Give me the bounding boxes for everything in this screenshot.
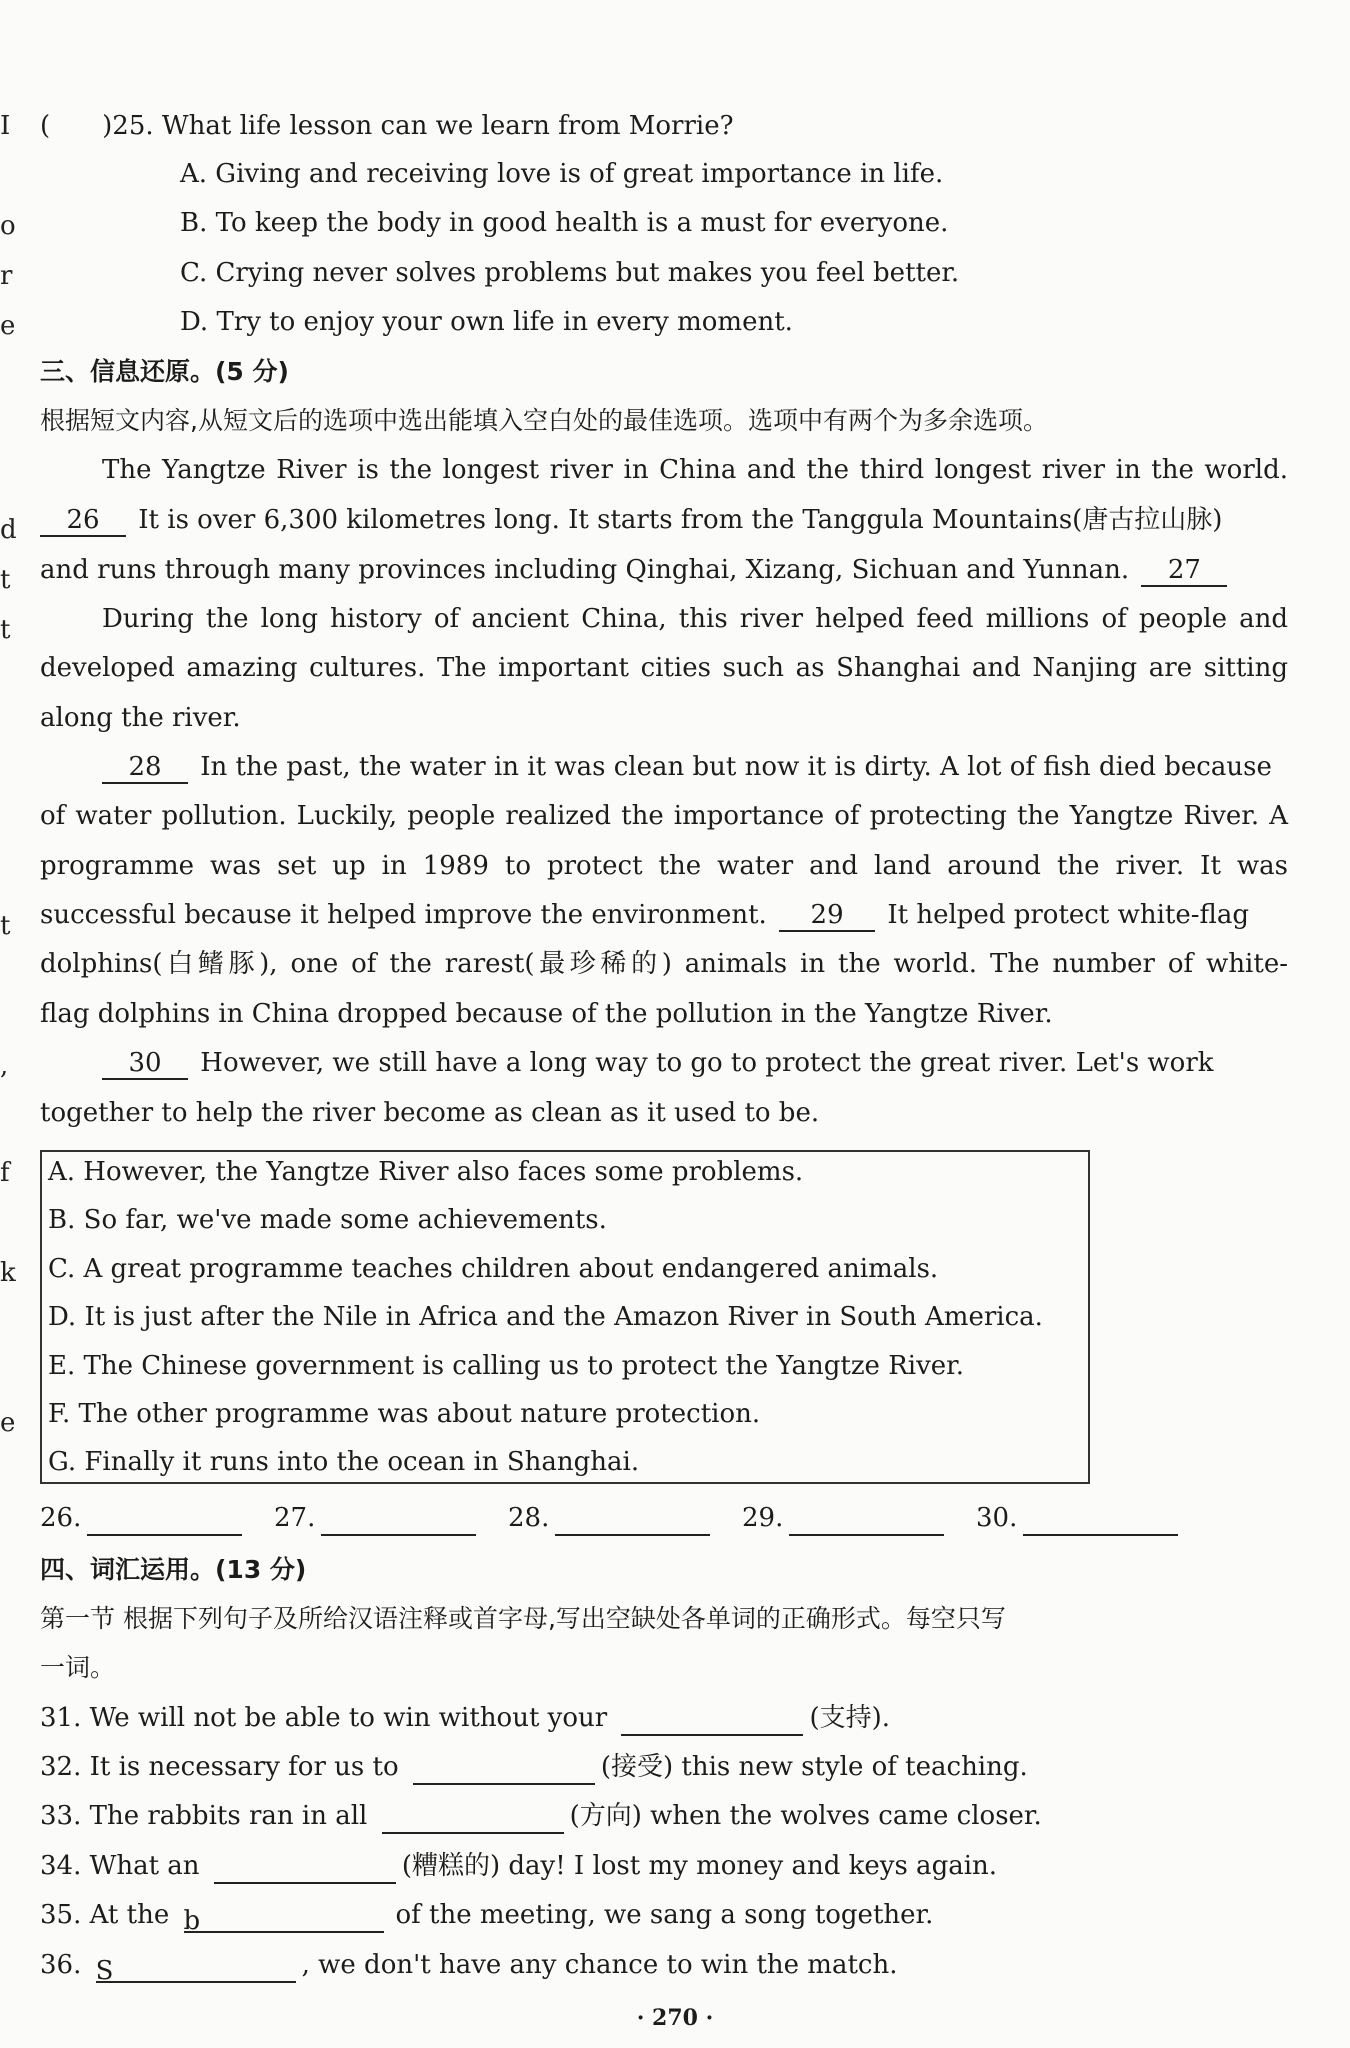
q25-option-c: C. Crying never solves problems but makes you feel better. bbox=[180, 258, 960, 288]
q25-option-b: B. To keep the body in good health is a must for everyone. bbox=[180, 208, 949, 238]
passage-text: and runs through many provinces including Qinghai, Xizang, Sichuan and Yunnan. bbox=[40, 555, 1130, 585]
answer-27[interactable]: 27. bbox=[274, 1500, 476, 1536]
box-option-e: E. The Chinese government is calling us to protect the Yangtze River. bbox=[48, 1351, 964, 1381]
blank-30: 30 bbox=[102, 1048, 188, 1080]
answer-30[interactable]: 30. bbox=[976, 1500, 1178, 1536]
passage-line: along the river. bbox=[40, 703, 241, 733]
passage-line bbox=[102, 1045, 1288, 1081]
box-option-g: G. Finally it runs into the ocean in Shanghai. bbox=[48, 1447, 640, 1477]
passage-line bbox=[40, 897, 1288, 933]
question-31: 31. We will not be able to win without your (支持). bbox=[40, 1700, 1288, 1736]
margin-fragment: I bbox=[0, 111, 11, 141]
question-36: 36. S , we don't have any chance to win the match. bbox=[40, 1950, 898, 1986]
answer-29[interactable]: 29. bbox=[742, 1500, 944, 1536]
margin-fragment: , bbox=[0, 1051, 9, 1081]
blank-27: 27 bbox=[1141, 555, 1227, 587]
passage-line bbox=[40, 552, 1288, 588]
blank-28: 28 bbox=[102, 752, 188, 784]
passage-line: developed amazing cultures. The important cities such as Shanghai and Nanjing are sitting bbox=[40, 653, 1288, 683]
options-box bbox=[40, 1150, 1090, 1484]
passage-line: dolphins(白鳍豚), one of the rarest(最珍稀的) animals in the world. The number of white- bbox=[40, 949, 1288, 979]
passage-line bbox=[40, 502, 1288, 538]
blank-33[interactable] bbox=[382, 1804, 564, 1834]
box-option-a: A. However, the Yangtze River also faces some problems. bbox=[48, 1157, 804, 1187]
question-32: 32. It is necessary for us to (接受) this new style of teaching. bbox=[40, 1749, 1288, 1785]
section4-title: 四、词汇运用。(13 分) bbox=[40, 1555, 307, 1584]
passage-line bbox=[102, 749, 1288, 785]
page-number: · 270 · bbox=[636, 2005, 714, 2031]
margin-fragment: k bbox=[0, 1258, 16, 1288]
margin-fragment: r bbox=[0, 261, 13, 291]
passage-text: In the past, the water in it was clean but now it is dirty. A lot of fish died because bbox=[200, 752, 1272, 782]
passage-line: programme was set up in 1989 to protect the water and land around the river. It was bbox=[40, 851, 1288, 881]
q25-option-a: A. Giving and receiving love is of great importance in life. bbox=[180, 159, 944, 189]
passage-line: During the long history of ancient China, this river helped feed millions of people and bbox=[102, 604, 1288, 634]
answer-28[interactable]: 28. bbox=[508, 1500, 710, 1536]
margin-fragment: o bbox=[0, 211, 16, 241]
box-option-d: D. It is just after the Nile in Africa and the Amazon River in South America. bbox=[48, 1302, 1043, 1332]
passage-text: successful because it helped improve the environment. bbox=[40, 900, 767, 930]
blank-36[interactable]: S bbox=[96, 1953, 296, 1983]
q25-option-d: D. Try to enjoy your own life in every moment. bbox=[180, 307, 793, 337]
passage-line: of water pollution. Luckily, people realized the importance of protecting the Yangtze River. A bbox=[40, 801, 1288, 831]
passage-text: It helped protect white-flag bbox=[887, 900, 1249, 930]
section3-title: 三、信息还原。(5 分) bbox=[40, 357, 289, 386]
margin-fragment: e bbox=[0, 311, 16, 341]
question-33: 33. The rabbits ran in all (方向) when the wolves came closer. bbox=[40, 1798, 1288, 1834]
passage-line: flag dolphins in China dropped because of the pollution in the Yangtze River. bbox=[40, 999, 1053, 1029]
margin-fragment: t bbox=[0, 615, 11, 645]
section4-instruction: 一词。 bbox=[40, 1653, 116, 1682]
box-option-f: F. The other programme was about nature protection. bbox=[48, 1399, 761, 1429]
section3-instruction: 根据短文内容,从短文后的选项中选出能填入空白处的最佳选项。选项中有两个为多余选项。 bbox=[40, 406, 1048, 435]
passage-line: The Yangtze River is the longest river in China and the third longest river in the world. bbox=[102, 455, 1288, 485]
blank-29: 29 bbox=[779, 900, 875, 932]
question-34: 34. What an (糟糕的) day! I lost my money and keys again. bbox=[40, 1848, 1288, 1884]
blank-35[interactable]: b bbox=[184, 1903, 384, 1933]
question-35: 35. At the b of the meeting, we sang a song together. bbox=[40, 1900, 934, 1936]
box-option-b: B. So far, we've made some achievements. bbox=[48, 1205, 607, 1235]
q25-stem: ( )25. What life lesson can we learn from Morrie? bbox=[40, 111, 734, 141]
box-option-c: C. A great programme teaches children about endangered animals. bbox=[48, 1254, 939, 1284]
blank-32[interactable] bbox=[413, 1755, 595, 1785]
blank-26: 26 bbox=[40, 505, 126, 537]
margin-fragment: f bbox=[0, 1158, 10, 1188]
margin-fragment: d bbox=[0, 515, 17, 545]
passage-text: It is over 6,300 kilometres long. It starts from the Tanggula Mountains(唐古拉山脉) bbox=[138, 505, 1223, 535]
passage-line: together to help the river become as clean as it used to be. bbox=[40, 1098, 820, 1128]
answer-26[interactable]: 26. bbox=[40, 1500, 242, 1536]
section4-instruction: 第一节 根据下列句子及所给汉语注释或首字母,写出空缺处各单词的正确形式。每空只写 bbox=[40, 1604, 1006, 1633]
margin-fragment: e bbox=[0, 1408, 16, 1438]
blank-31[interactable] bbox=[621, 1706, 803, 1736]
blank-34[interactable] bbox=[214, 1854, 396, 1884]
margin-fragment: t bbox=[0, 911, 11, 941]
passage-text: However, we still have a long way to go to protect the great river. Let's work bbox=[200, 1048, 1214, 1078]
margin-fragment: t bbox=[0, 565, 11, 595]
